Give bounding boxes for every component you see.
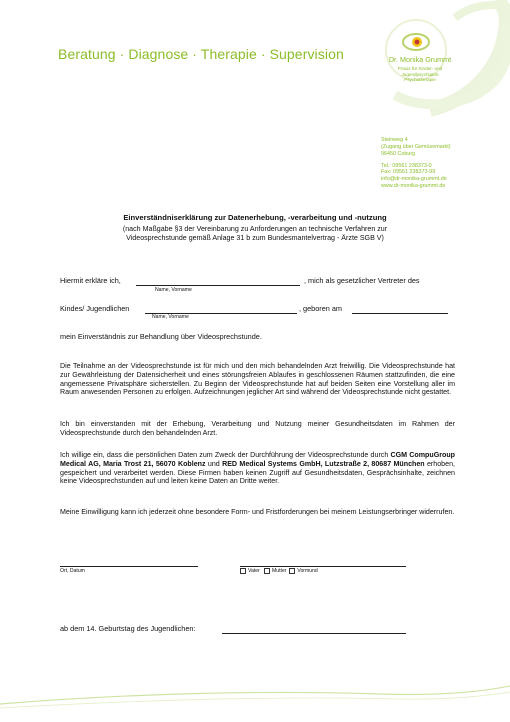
born-label: , geboren am — [299, 304, 342, 313]
decorative-wave — [0, 672, 510, 722]
guardian-name-label: Name, Vorname — [155, 287, 192, 293]
mother-checkbox[interactable] — [264, 568, 286, 574]
practice-sub-line: Jugendpsychiatrie — [401, 71, 439, 77]
contact-block — [381, 137, 451, 190]
place-date-field[interactable] — [60, 558, 198, 567]
declaration-prefix: Hiermit erkläre ich, — [60, 276, 121, 285]
relation-checkboxes — [240, 568, 318, 574]
youth-signature-label: ab dem 14. Geburtstag des Jugendlichen: — [60, 624, 196, 633]
subtitle-line: Videosprechstunde gemäß Anlage 31 b zum Bundesmantelvertrag - Ärzte SGB V) — [126, 233, 384, 242]
contact-city: 96450 Coburg — [381, 150, 416, 157]
subtitle-line: (nach Maßgabe §3 der Vereinbarung zu Anforderungen an technische Verfahren zur — [122, 225, 388, 233]
providers-text: Ich willige ein, dass die persönlichen Daten zum Zweck der Durchführung der Videosprechstunde durch — [60, 451, 391, 459]
checkbox-icon[interactable] — [264, 568, 270, 574]
providers-text: erhoben, gespeichert und verarbeitet werden. Diese Firmen haben keinen Zugriff auf Gesundheitsdaten, Gesprächsinhalte, zeichnen keine Videosprechstunden auf und leiten keine Daten an Dritte weiter. — [60, 459, 455, 486]
provider-cgm: CGM CompuGroup Medical AG, Maria Trost 21, 56070 Koblenz — [60, 451, 456, 468]
paragraph-voluntary: Die Teilnahme an der Videosprechstunde ist für mich und den mich behandelnden Arzt freiwillig. Die Videosprechstunde hat zur Gewährleistung der Datensicherheit und eines störungsfreien Ablaufes in geschlossenen Räumen stattzufinden, die eine angemessene Privatsphäre sicherstellen. Zu Beginn der Videosprechstunde hat auf beiden Seiten eine Vorstellung aller im Raum anwesenden Personen zu erfolgen. Aufzeichnungen jeglicher Art sind während der Videosprechstunde nicht gestattet. — [60, 362, 455, 397]
birthdate-field[interactable] — [352, 304, 448, 314]
youth-signature-field[interactable] — [222, 624, 406, 634]
contact-note: (Zugang über Gemüsemarkt) — [381, 143, 451, 150]
practice-sub-line: Psychotherapie — [404, 77, 436, 83]
paragraph-revocation: Meine Einwilligung kann ich jederzeit ohne besondere Form- und Fristforderungen bei meinem Leistungserbringer widerrufen. — [60, 508, 455, 516]
practice-name: Dr. Monika Grummt — [388, 55, 452, 64]
father-checkbox[interactable] — [240, 568, 260, 574]
practice-tagline: Beratung · Diagnose · Therapie · Supervision — [58, 46, 344, 62]
document-title: Einverständniserklärung zur Datenerhebung, -verarbeitung und -nutzung — [123, 213, 387, 222]
guardian-checkbox[interactable] — [289, 568, 317, 574]
declaration-suffix: , mich als gesetzlicher Vertreter des — [304, 276, 420, 285]
guardian-name-field[interactable] — [136, 276, 300, 286]
contact-web[interactable]: www.dr-monika-grummt.de — [381, 183, 446, 190]
mother-label: Mutter — [272, 568, 287, 575]
paragraph-data-consent: Ich bin einverstanden mit der Erhebung, Verarbeitung und Nutzung meiner Gesundheitsdaten im Rahmen der Videosprechstunde durch den behandelnden Arzt. — [60, 420, 455, 437]
guardian-label: Vormund — [297, 568, 318, 575]
child-name-label: Name, Vorname — [152, 314, 189, 320]
contact-street: Steinweg 4 — [381, 137, 408, 143]
paragraph-providers — [60, 451, 455, 486]
child-name-field[interactable] — [145, 304, 297, 314]
document-subtitle — [40, 225, 470, 242]
child-prefix: Kindes/ Jugendlichen — [60, 304, 130, 313]
place-date-label: Ort, Datum — [60, 568, 85, 574]
checkbox-icon[interactable] — [289, 568, 295, 574]
practice-subtitle — [372, 66, 468, 83]
signature-field[interactable] — [240, 558, 406, 567]
checkbox-icon[interactable] — [240, 568, 246, 574]
practice-sub-line: Praxis für Kinder- und — [397, 66, 443, 71]
contact-email[interactable]: info@dr-monika-grummt.de — [381, 176, 447, 183]
providers-text: und — [205, 459, 223, 468]
father-label: Vater — [248, 568, 260, 575]
contact-tel: Tel.: 09561 238373-0 — [381, 162, 432, 169]
contact-fax: Fax: 09561 238373-99 — [381, 169, 436, 176]
provider-red: RED Medical Systems GmbH, Lutzstraße 2, 80687 München — [222, 459, 425, 468]
consent-line: mein Einverständnis zur Behandlung über Videosprechstunde. — [60, 332, 262, 341]
